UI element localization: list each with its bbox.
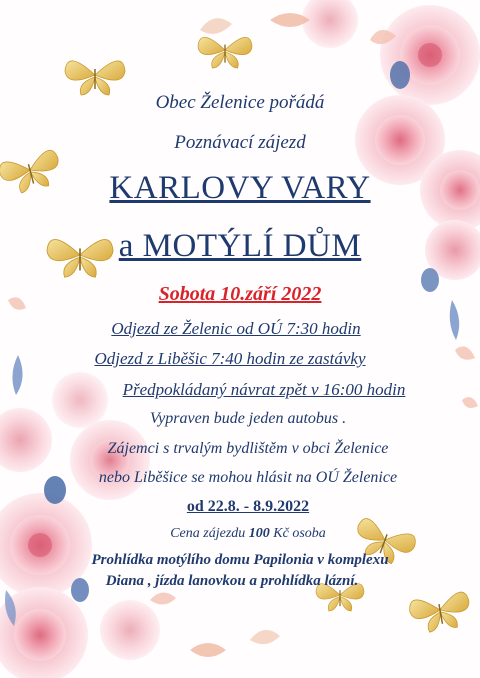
rose — [0, 587, 88, 678]
butterfly-icon — [65, 61, 125, 95]
rose — [70, 420, 150, 500]
title-line-1: KARLOVY VARY — [109, 170, 371, 206]
butterfly-icon — [408, 591, 473, 635]
departure-libesice: Odjezd z Liběšic 7:40 hodin ze zastávky — [94, 349, 366, 368]
registration-info-2: nebo Liběšice se mohou hlásit na OÚ Želenice — [98, 469, 398, 486]
rose — [380, 5, 480, 105]
program-line-1: Prohlídka motýlího domu Papilonia v komplexu — [91, 552, 389, 568]
rose — [302, 0, 358, 48]
price-suffix: Kč osoba — [269, 526, 326, 541]
event-subtitle: Poznávací zájezd — [174, 132, 306, 153]
title-line-2: a MOTÝLÍ DŮM — [118, 228, 362, 264]
price-value: 100 — [248, 526, 270, 541]
organizer-text: Obec Želenice pořádá — [155, 92, 325, 113]
registration-info-1: Zájemci s trvalým bydlištěm v obci Želenice — [107, 440, 389, 457]
rose — [100, 600, 160, 660]
price-line — [8, 526, 480, 542]
butterfly-icon — [198, 37, 252, 68]
program-line-2: Diana , jízda lanovkou a prohlídka lázní. — [105, 573, 359, 589]
bus-info: Vypraven bude jeden autobus . — [149, 410, 347, 427]
return-time: Předpokládaný návrat zpět v 16:00 hodin — [122, 380, 406, 399]
event-date: Sobota 10.září 2022 — [158, 283, 322, 305]
price-prefix: Cena zájezdu — [170, 526, 249, 541]
departure-zelenice: Odjezd ze Želenic od OÚ 7:30 hodin — [111, 319, 361, 338]
registration-range: od 22.8. - 8.9.2022 — [186, 498, 310, 515]
